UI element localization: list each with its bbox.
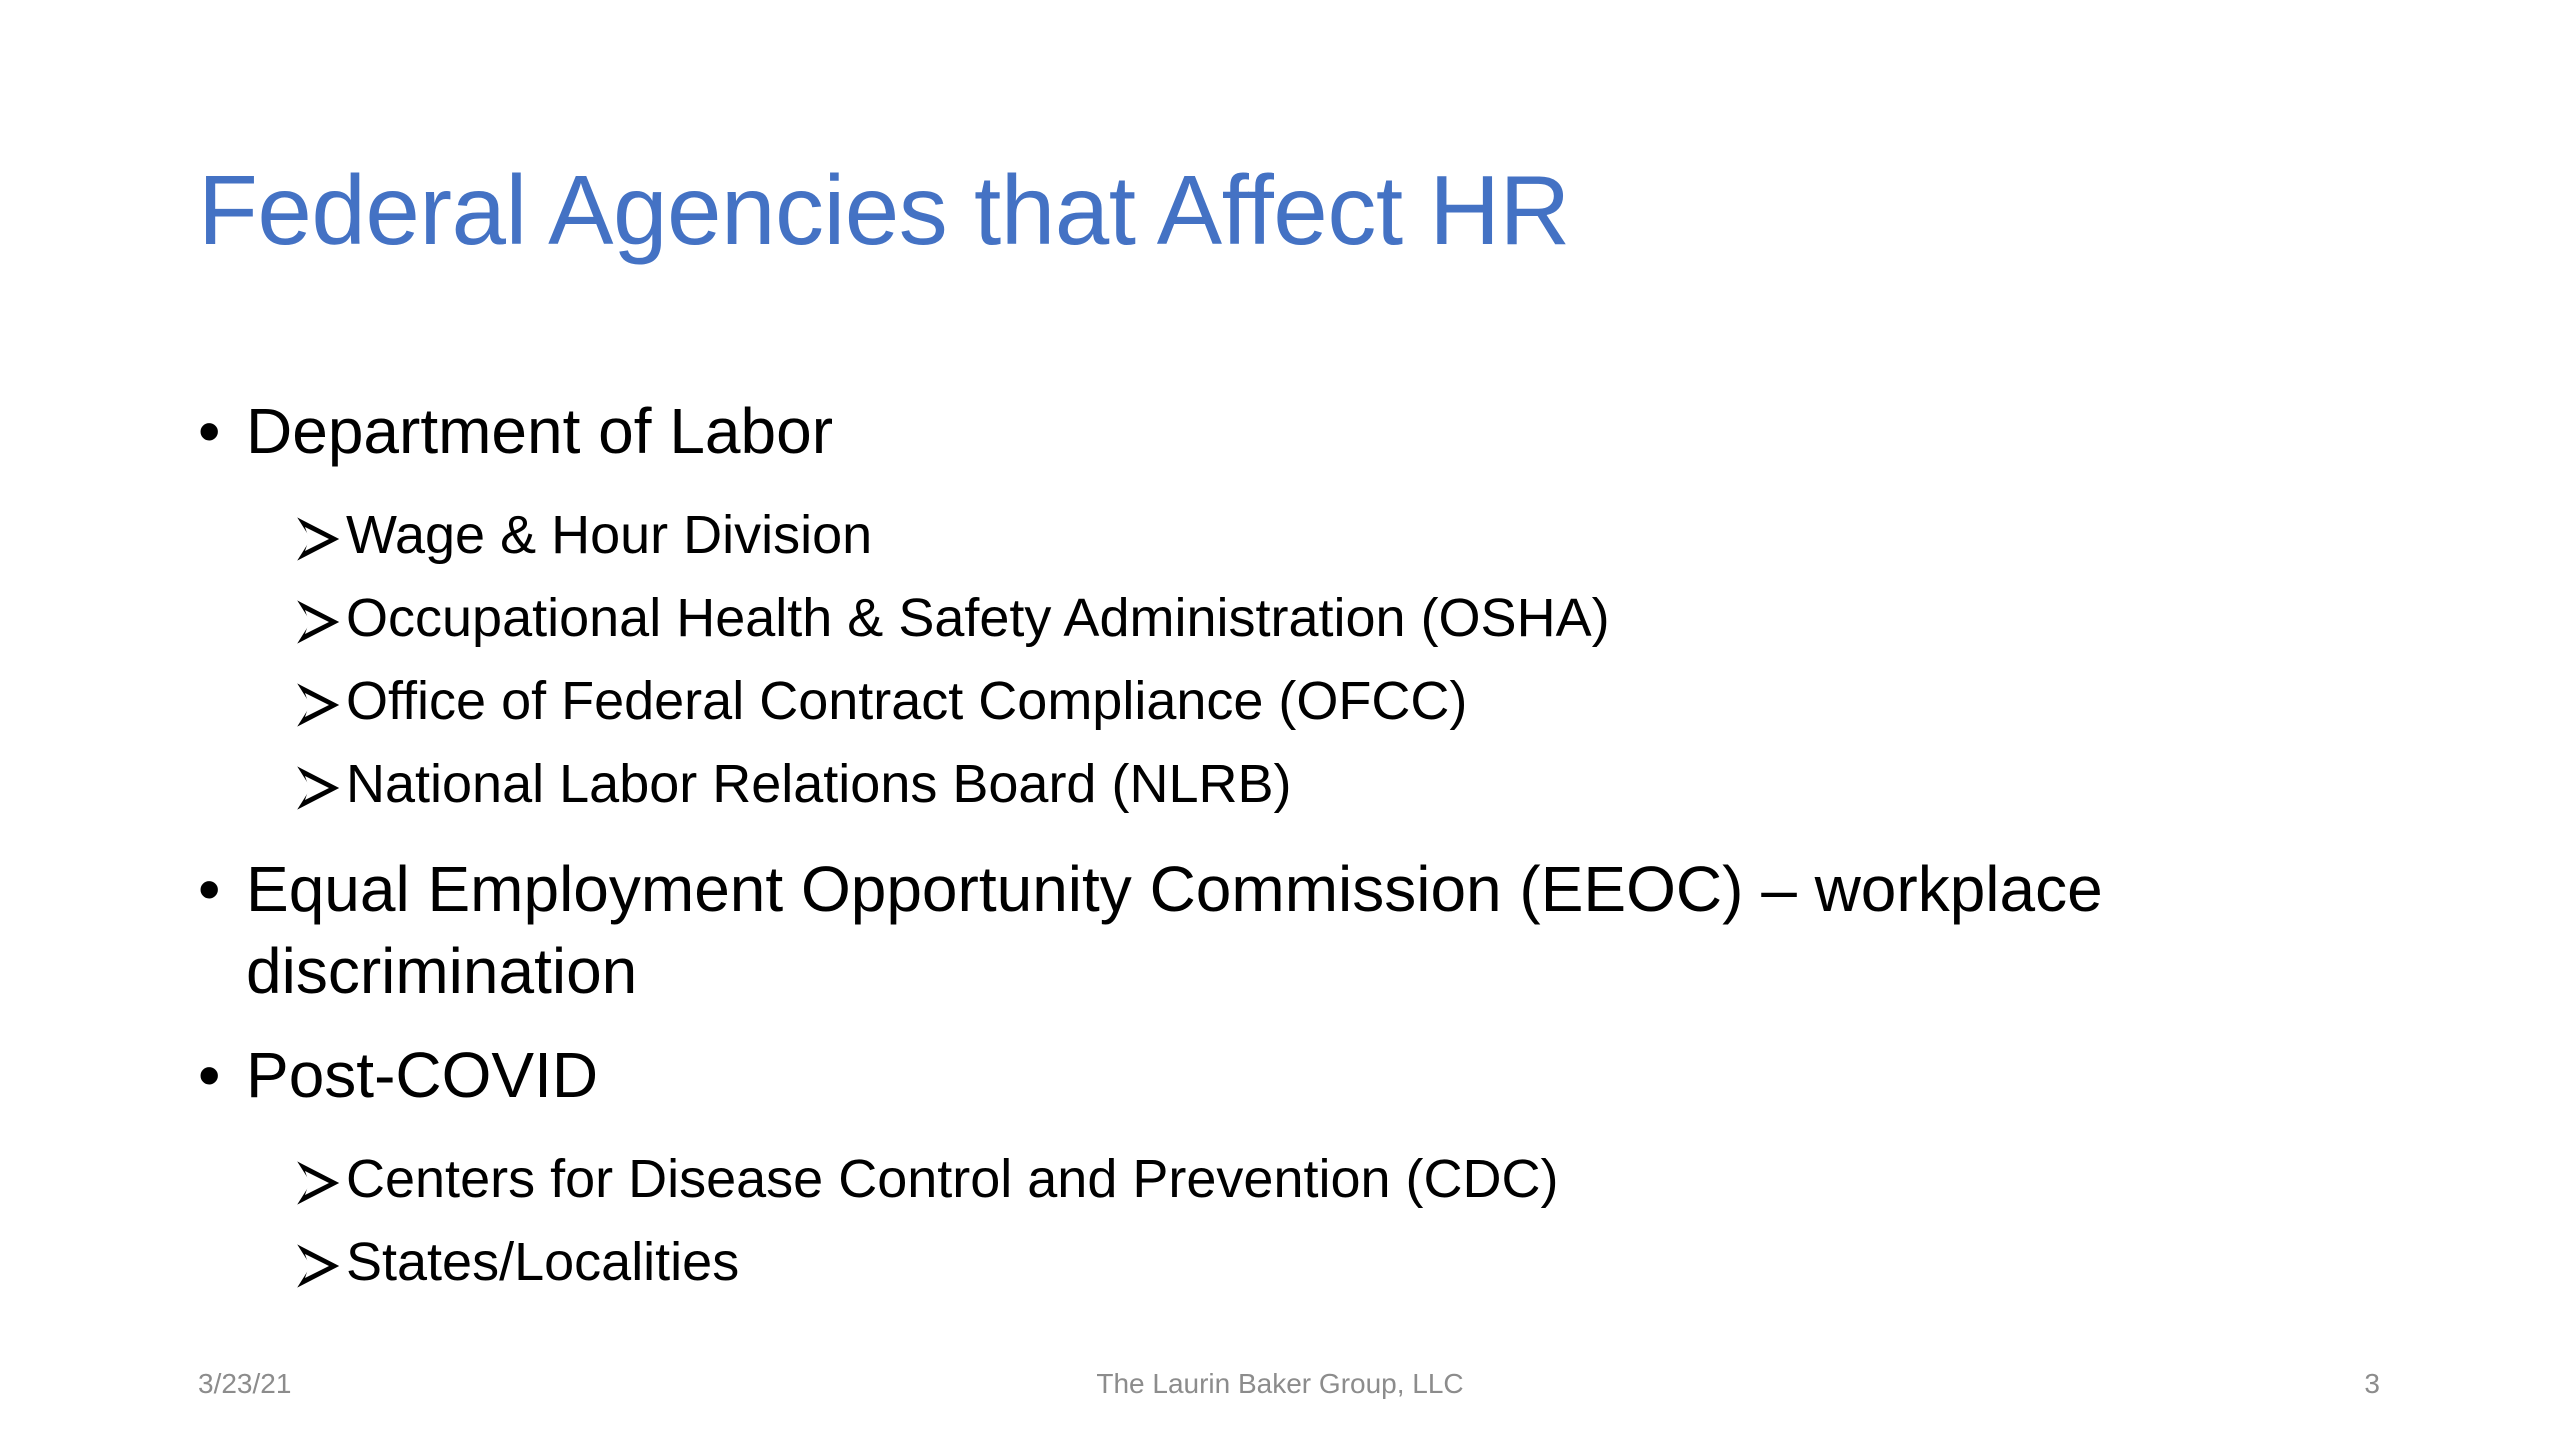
arrow-bullet-icon: [296, 1221, 346, 1304]
bullet-text: Department of Labor: [246, 395, 833, 467]
sub-list: [198, 1138, 2418, 1304]
footer-page-number: 3: [2364, 1368, 2380, 1399]
footer-date: 3/23/21: [198, 1368, 292, 1399]
arrow-bullet-icon: [296, 1138, 346, 1221]
bullet-dot-icon: •: [198, 395, 221, 467]
sub-item: [198, 577, 2418, 660]
bullet-item: [198, 848, 2418, 1012]
arrow-bullet-icon: [296, 660, 346, 743]
sub-item: [198, 1138, 2418, 1221]
sub-text: National Labor Relations Board (NLRB): [346, 754, 1292, 814]
arrow-bullet-icon: [296, 494, 346, 577]
bullet-text: Post-COVID: [246, 1039, 599, 1111]
sub-text: Office of Federal Contract Compliance (OFCC): [346, 671, 1468, 731]
bullet-dot-icon: •: [198, 853, 221, 925]
bullet-dot-icon: •: [198, 1039, 221, 1111]
bullet-text: Equal Employment Opportunity Commission (EEOC) – workplace discrimination: [246, 853, 2103, 1007]
sub-item: [198, 743, 2418, 826]
sub-text: Wage & Hour Division: [346, 505, 873, 565]
sub-text: Occupational Health & Safety Administration (OSHA): [346, 588, 1610, 648]
sub-item: [198, 660, 2418, 743]
slide-title: Federal Agencies that Affect HR: [198, 155, 1570, 265]
slide-content: [198, 390, 2418, 1326]
footer-company: The Laurin Baker Group, LLC: [1096, 1368, 1464, 1399]
bullet-item: [198, 1034, 2418, 1116]
sub-text: States/Localities: [346, 1232, 740, 1292]
arrow-bullet-icon: [296, 577, 346, 660]
sub-item: [198, 494, 2418, 577]
arrow-bullet-icon: [296, 743, 346, 826]
sub-text: Centers for Disease Control and Prevention (CDC): [346, 1149, 1559, 1209]
bullet-item: [198, 390, 2418, 472]
sub-list: [198, 494, 2418, 826]
sub-item: [198, 1221, 2418, 1304]
